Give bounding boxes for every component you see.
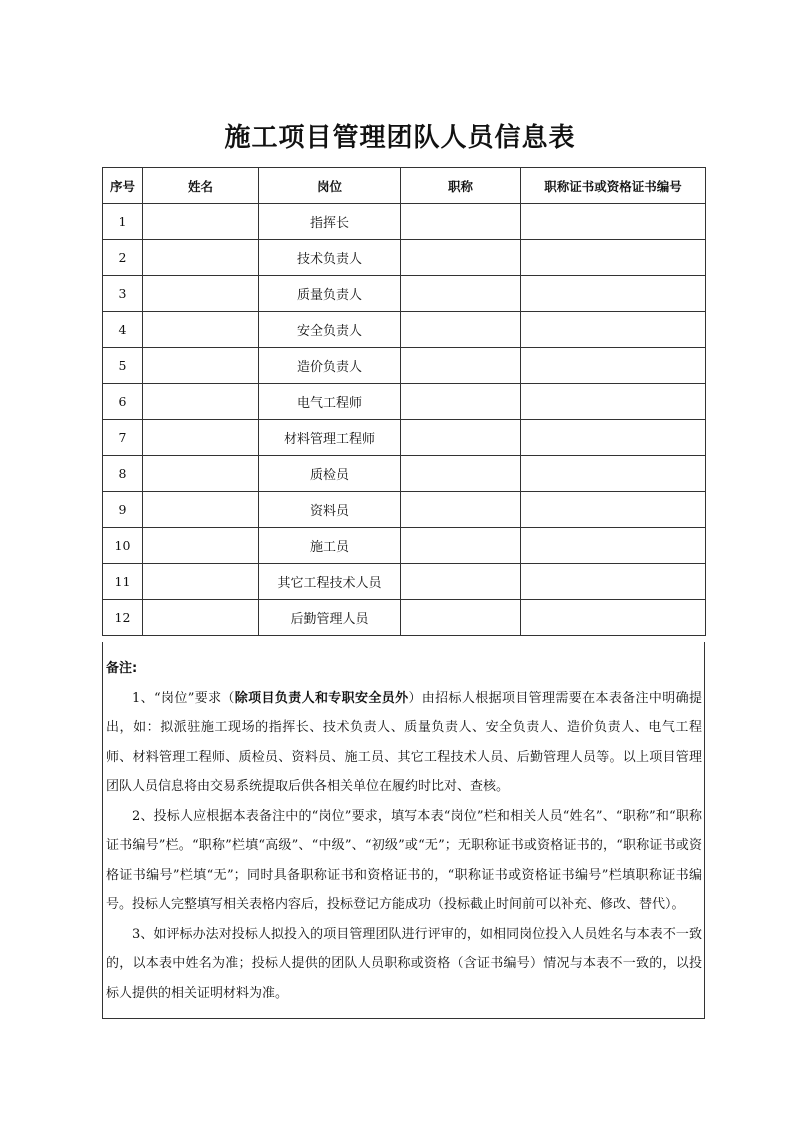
cell-position: 电气工程师 [259,384,401,420]
cell-name [143,348,259,384]
cell-position: 技术负责人 [259,240,401,276]
table-row [103,312,706,348]
cell-seq: 10 [103,528,143,564]
note-paragraph-1 [106,684,702,802]
cell-position: 其它工程技术人员 [259,564,401,600]
table-row [103,456,706,492]
cell-seq: 3 [103,276,143,312]
cell-cert [521,456,706,492]
cell-cert [521,348,706,384]
cell-name [143,240,259,276]
cell-title [401,312,521,348]
table-row [103,492,706,528]
table-row [103,348,706,384]
cell-position: 安全负责人 [259,312,401,348]
cell-cert [521,528,706,564]
header-seq: 序号 [103,168,143,204]
cell-title [401,600,521,636]
cell-cert [521,420,706,456]
cell-name [143,312,259,348]
staff-info-table [102,167,706,636]
cell-seq: 9 [103,492,143,528]
table-row [103,600,706,636]
cell-name [143,600,259,636]
cell-seq: 1 [103,204,143,240]
table-row [103,276,706,312]
cell-cert [521,312,706,348]
cell-seq: 6 [103,384,143,420]
table-row [103,204,706,240]
cell-cert [521,564,706,600]
cell-title [401,276,521,312]
table-row [103,528,706,564]
cell-seq: 5 [103,348,143,384]
cell-cert [521,240,706,276]
cell-seq: 8 [103,456,143,492]
header-title: 职称 [401,168,521,204]
cell-seq: 11 [103,564,143,600]
cell-position: 质量负责人 [259,276,401,312]
note-paragraph-3: 3、如评标办法对投标人拟投入的项目管理团队进行评审的，如相同岗位投入人员姓名与本表不一致的，以本表中姓名为准；投标人提供的团队人员职称或资格（含证书编号）情况与本表不一致的，以投标人提供的相关证明材料为准。 [106,926,702,1001]
cell-name [143,204,259,240]
cell-name [143,384,259,420]
cell-name [143,492,259,528]
table-row [103,564,706,600]
cell-title [401,384,521,420]
document-title: 施工项目管理团队人员信息表 [224,123,576,153]
cell-position: 质检员 [259,456,401,492]
notes-label: 备注: [106,661,138,676]
cell-cert [521,276,706,312]
cell-title [401,204,521,240]
cell-title [401,420,521,456]
cell-title [401,528,521,564]
cell-title [401,348,521,384]
cell-position: 造价负责人 [259,348,401,384]
cell-position: 后勤管理人员 [259,600,401,636]
cell-name [143,420,259,456]
header-name: 姓名 [143,168,259,204]
cell-title [401,492,521,528]
cell-cert [521,600,706,636]
note-1-emphasis: 除项目负责人和专职安全员外 [234,690,409,706]
cell-position: 指挥长 [259,204,401,240]
cell-seq: 2 [103,240,143,276]
cell-seq: 12 [103,600,143,636]
header-cert: 职称证书或资格证书编号 [521,168,706,204]
cell-name [143,528,259,564]
note-paragraph-2: 2、投标人应根据本表备注中的“岗位”要求，填写本表“岗位”栏和相关人员“姓名”、“职称”和“职称证书编号”栏。“职称”栏填“高级”、“中级”、“初级”或“无”；无职称证书或资格证书的，“职称证书或资格证书编号”栏填“无”；同时具备职称证书和资格证书的，“职称证书或资格证书编号”栏填职称证书编号。投标人完整填写相关表格内容后，投标登记方能成功（投标截止时间前可以补充、修改、替代）。 [106,808,702,912]
cell-name [143,564,259,600]
table-header-row [103,168,706,204]
header-position: 岗位 [259,168,401,204]
cell-seq: 7 [103,420,143,456]
cell-name [143,456,259,492]
cell-cert [521,384,706,420]
cell-title [401,564,521,600]
cell-name [143,276,259,312]
cell-position: 施工员 [259,528,401,564]
cell-position: 资料员 [259,492,401,528]
cell-position: 材料管理工程师 [259,420,401,456]
notes-section [102,642,705,1019]
table-row [103,384,706,420]
cell-cert [521,204,706,240]
note-1-text: ）由招标人根据项目管理需要在本表备注中明确提出，如：拟派驻施工现场的指挥长、技术负责人、质量负责人、安全负责人、造价负责人、电气工程师、材料管理工程师、质检员、资料员、施工员、其它工程技术人员、后勤管理人员等。以上项目管理团队人员信息将由交易系统提取后供各相关单位在履约时比对、查核。 [106,690,702,794]
table-row [103,240,706,276]
table-row [103,420,706,456]
cell-title [401,240,521,276]
cell-title [401,456,521,492]
note-1-prefix: 1、“岗位”要求（ [132,690,235,706]
cell-seq: 4 [103,312,143,348]
cell-cert [521,492,706,528]
